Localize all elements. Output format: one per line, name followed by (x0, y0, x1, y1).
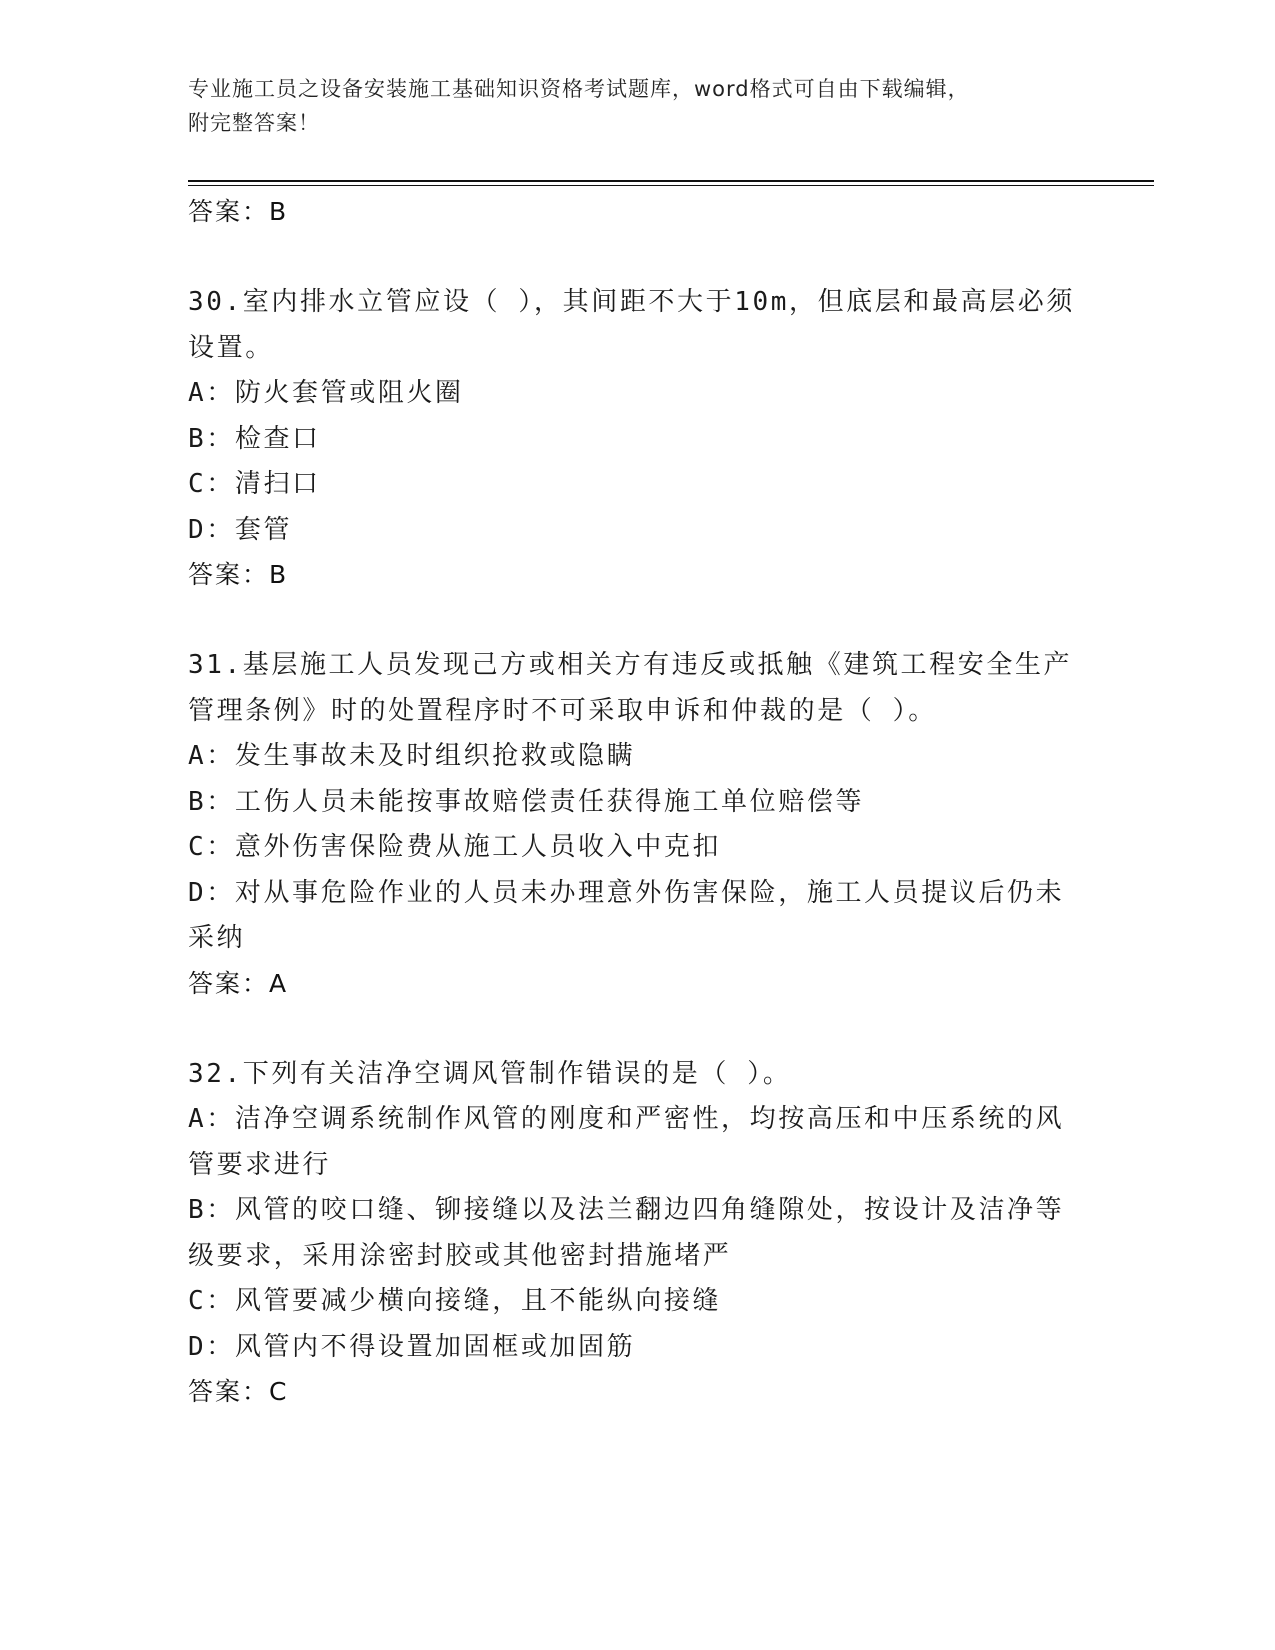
question-text: 31.基层施工人员发现己方或相关方有违反或抵触《建筑工程安全生产管理条例》时的处置程序时不可采取申诉和仲裁的是（ ）。 (188, 650, 1073, 726)
option-c: C：风管要减少横向接缝，且不能纵向接缝 (188, 1286, 722, 1316)
header-line-2: 附完整答案！ (188, 111, 320, 135)
question-30 (188, 280, 1088, 597)
option-a: A：发生事故未及时组织抢救或隐瞒 (188, 741, 636, 771)
answer-line: 答案：C (188, 1377, 289, 1406)
option-a: A：洁净空调系统制作风管的刚度和严密性，均按高压和中压系统的风管要求进行 (188, 1104, 1065, 1180)
option-d: D：风管内不得设置加固框或加固筋 (188, 1331, 636, 1362)
question-31 (188, 643, 1088, 1006)
option-d: D：套管 (188, 514, 293, 545)
header-divider-thick (188, 180, 1154, 182)
header-line-1: 专业施工员之设备安装施工基础知识资格考试题库，word格式可自由下载编辑， (188, 77, 970, 101)
option-b: B：风管的咬口缝、铆接缝以及法兰翻边四角缝隙处，按设计及洁净等级要求，采用涂密封胶或其他密封措施堵严 (188, 1195, 1065, 1271)
previous-answer: 答案：B (188, 197, 289, 226)
question-32 (188, 1052, 1088, 1415)
option-b: B：工伤人员未能按事故赔偿责任获得施工单位赔偿等 (188, 786, 865, 817)
option-d: D：对从事危险作业的人员未办理意外伤害保险，施工人员提议后仍未采纳 (188, 877, 1065, 953)
answer-line: 答案：A (188, 968, 289, 998)
option-c: C：意外伤害保险费从施工人员收入中克扣 (188, 832, 722, 862)
spacer (188, 597, 1088, 643)
option-a: A：防火套管或阻火圈 (188, 378, 464, 408)
spacer (188, 234, 1088, 280)
question-text: 30.室内排水立管应设（ ），其间距不大于10m，但底层和最高层必须设置。 (188, 287, 1075, 363)
header-divider-thin (188, 185, 1154, 186)
option-c: C：清扫口 (188, 469, 321, 499)
option-b: B：检查口 (188, 423, 321, 454)
answer-line: 答案：B (188, 560, 289, 589)
document-header-note (188, 72, 1088, 140)
spacer (188, 1006, 1088, 1052)
question-content (188, 190, 1088, 1414)
question-text: 32.下列有关洁净空调风管制作错误的是（ ）。 (188, 1058, 792, 1089)
